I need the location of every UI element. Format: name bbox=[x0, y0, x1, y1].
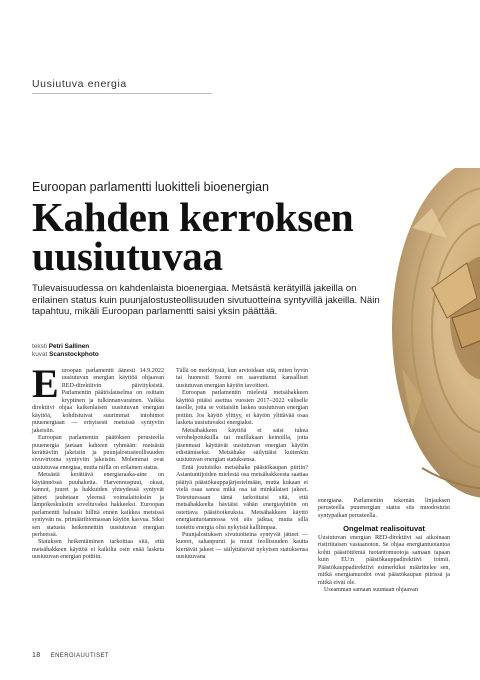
paragraph: Statuksen heikentäminen tarkoittaa sitä, että metsähakkeen käyttöä ei kaikilta osin enää lasketa uusiutuvan energian potttiin. bbox=[32, 539, 164, 561]
body-column-1 bbox=[32, 361, 164, 562]
photo-credit-label: kuvat bbox=[32, 351, 48, 358]
body-column-2 bbox=[176, 368, 308, 562]
article-credits bbox=[32, 343, 99, 359]
paragraph: Entä joutuisiko metsähake päästökaupan piiriin? Asiantuntijoiden mielestä osa metsähakkeesta saattaa päätyä päästökauppajärjestelmään, mutta kukaan ei vielä osaa sanoa mikä osa tai minkälaiset jakeet. Toteutuessaan tämä tarkoittaisi sitä, että metsähakkeelta häviäisi vähän energiayhtiön on ostettava päästöoikeuksia. Metsähakkeen käyttö energiantuotannossa voi siis jatkua, mutta sillä tuotettu energia olisi nykyistä kalliimpaa. bbox=[176, 464, 308, 531]
paragraph: Uusiutuvan energian RED-direktiivi sai aikoinaan ristiriitaisen vastaanoton. Se ohjaa energiantuotantoa kohti päästöttömiä tuotantomuotoja samaan tapaan kuin EU:n päästökauppadirektiivi toimii. Päästökauppadirektiivi esimerkiksi määrittelee sen, mitkä energiamuodot ovat päästökaupan piirissä ja mitkä eivät ole. bbox=[318, 534, 450, 586]
paragraph: Metsästä kerättävä energiaraaka-aine on käytännössä puuhaketta. Harvennuspuut, oksat, kannot, juuret ja hakkuiden yhteydessä syntyvät jätteet jauhetaan yleensä voimalaitoksiin ja lämpökeskuksiin soveltuvaksi hakkeeksi. Euroopan parlamentti haluaisi hillitä ennen kaikkea metsissä syntyvän ns. primääribiomassan käytön kasvua. Siksi sen statusta heikennettiin uusiutuvan energian perheessä. bbox=[32, 472, 164, 538]
paragraph: Puunjalostuksen sivutuotteina syntyvät jätteet — kuoret, sahanpurut ja muut teollisuuden kautta kiertävät jakeet — säilyttäisivät nykyisen statuksensa uusiutuvana bbox=[176, 531, 308, 561]
magazine-name: ENERGIAUUTISET bbox=[50, 653, 109, 659]
text-author: Petri Sallinen bbox=[48, 343, 90, 350]
paragraph: uroopan parlamentti äänesti 14.9.2022 uusiutuvan energian käyttöä ohjaavan RED-direktiivin päivityksistä. Parlamentin päätöslauselma on osittain kryptinen ja tulkinnanvarainen. Vaikka direktiivi ohjaa kaikenlaisen uusiutuvan energian käyttöä, kohdistuivat suurimmat intohimot puuenergiaan — erityisesti metsissä syntyviin jakeisiin. bbox=[32, 368, 164, 434]
drop-cap: E bbox=[32, 361, 59, 406]
paragraph: energiana. Parlamentin tekemän linjauksen perusteella puuenergian status siis muodostuisi syntypaikan perusteella. bbox=[318, 498, 450, 519]
paragraph: Euroopan parlamentin päätöksen perusteella puuenergia jaetaan kahteen ryhmään: metsästä kerättäviin jakeisiin ja puunjalostusteollisuuden sivuvirtoina syntyviin jakeisiin. Molemmat ovat uusiutuvaa energiaa, mutta niillä on erilainen status. bbox=[32, 435, 164, 471]
article-title: Kahden kerroksen uusiutuvaa bbox=[32, 194, 354, 279]
page-footer bbox=[32, 652, 109, 659]
paragraph: Euroopan parlamentin mielestä metsähakkeen käyttöä pitäisi asettua vuosien 2017–2022 väliselle tasolle, jotta se voitaisiin laskea uusiutuvan energian pottiin. Jos käyttö ylittyy, ei käytön ylittävää osaa lasketa uusiutuvaksi energiaksi. bbox=[176, 390, 308, 427]
paragraph: Metsähakkeen käyttöä ei saisi tukea verohelpotuksilla tai muillakaan keinoilla, joita jäsenmaat käyttävät uusiutuvan energian käytön edistämiseksi. Metsähake säilyttäisi kuitenkin uusiutuvan energian statuksensa. bbox=[176, 427, 308, 464]
paragraph: Useamman samaan suuntaan ohjaavan bbox=[324, 586, 418, 593]
paragraph: Tällä on merkitystä, kun arvioidaan sitä, miten hyvin tai huonosti Suomi on saavuttanut kansalliset uusiutuvan energian käytön tavoitteet. bbox=[176, 368, 308, 389]
article-lead: Tulevaisuudessa on kahdenlaista bioenergiaa. Metsästä kerätyillä jakeilla on erilainen status kuin puunjalostusteollisuuden sivutuotteina syntyvillä jakeilla. Näin tapahtuu, mikäli Euroopan parlamentti saisi yksin päättää. bbox=[32, 283, 380, 318]
body-column-3 bbox=[318, 498, 450, 594]
page-number: 18 bbox=[32, 652, 41, 659]
section-subhead: Ongelmat realisoituvat bbox=[343, 524, 425, 534]
text-credit-label: teksti bbox=[32, 343, 47, 350]
section-label: Uusiutuva energia bbox=[32, 78, 212, 94]
photo-author: Scanstockphoto bbox=[49, 351, 99, 358]
article-kicker: Euroopan parlamentti luokitteli bioenergian bbox=[32, 180, 269, 194]
